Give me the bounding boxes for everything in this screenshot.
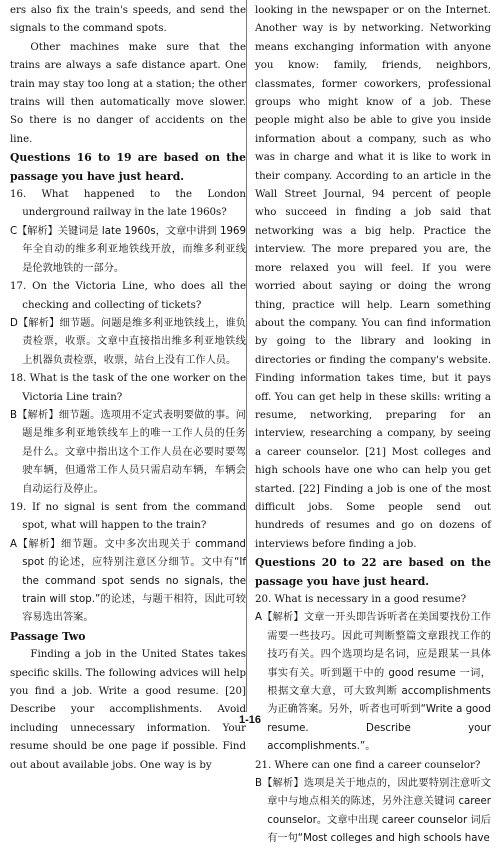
question: 21. Where can one find a career counselor? xyxy=(255,759,481,771)
question: 18. What is the task of the one worker on the Victoria Line train? xyxy=(10,373,246,403)
answer-explanation: B【解析】细节题。选项用不定式表明要做的事。问题是维多利亚地铁线车上的唯一工作人员的任务是什么。文章中指出这个工作人员在必要时要驾驶车辆，但通常工作人员只需启动车辆，车辆会自动运行及停止。 xyxy=(10,409,246,495)
paragraph: looking in the newspaper or on the Internet. Another way is by networking. Networking means exchanging information with anyone you know: family, friends, neighbors, classmates, former coworkers, professional groups who might know of a job. These people might also be able to give you inside information about a company, such as who was in charge and what it is like to work in their company. According to an article in the Wall Street Journal, 94 percent of people who succeed in finding a job said that networking was a big help. Practice the interview. The more prepared you are, the more relaxed you will feel. If you were worried about saying or doing the wrong thing, practice will help. Learn something about the company. You can find information by going to the library and looking in directories or finding the company's website. Finding information takes time, but it pays off. You can get help in these skills: writing a resume, networking, preparing for an interview, researching a company, by seeing a career counselor. [21] Most colleges and high schools have one who can help you get started. [22] Finding a job is one of the most difficult jobs. Some people send out hundreds of resumes and go on dozens of interviews before finding a job. xyxy=(255,5,491,550)
answer-explanation: A【解析】文章一开头即告诉听者在美国要找份工作需要一些技巧。因此可判断整篇文章跟找工作的技巧有关。四个选项均是名词，应是跟某一具体事实有关。听到题干中的 good resume 一词，根据文章大意，可大致判断 accomplishments 为正确答案。另外，听者也可听到“Write a good resume. Describe your accomplishments.”。 xyxy=(255,612,491,753)
section-heading: Questions 16 to 19 are based on the passage you have just heard. xyxy=(10,151,246,183)
section-heading: Passage Two xyxy=(10,629,86,643)
question: 19. If no signal is sent from the command spot, what will happen to the train? xyxy=(10,501,246,532)
answer-explanation: D【解析】细节题。问题是维多利亚地铁线上，谁负责检票，收票。文章中直接指出维多利亚地铁线上机器负责检票，收票，站台上没有工作人员。 xyxy=(10,317,246,366)
left-column xyxy=(10,2,246,775)
answer-explanation: A【解析】细节题。文中多次出现关于 command spot 的论述，应特别注意区分细节。文中有“If the command spot sends no signals, the train will stop.”的论述，与题干相符，因此可较容易选出答案。 xyxy=(10,538,246,624)
page-number: 1-16 xyxy=(238,714,262,726)
answer-explanation: C【解析】关键词是 late 1960s，文章中讲到 1969 年全自动的维多利亚地铁线开放，而维多利亚线是伦敦地铁的一部分。 xyxy=(10,225,246,274)
question: 20. What is necessary in a good resume? xyxy=(255,594,467,605)
passage-paragraph: Other machines make sure that the trains are always a safe distance apart. One train may stay too long at a station; the other trains will then automatically move slower. So there is no danger of accidents on the line. xyxy=(10,41,246,145)
passage-paragraph: Finding a job in the United States takes specific skills. The following advices will help you find a job. Write a good resume. [20] Describe your accomplishments. Avoid including unnecessary information. Your resume should be one page if possible. Find out about available jobs. One way is by xyxy=(10,649,246,771)
answer-explanation: B【解析】选项是关于地点的，因此要特别注意听文章中与地点相关的陈述，另外注意关键词 career counselor。文章中出现 career counselor 词后有一句“Most colleges and high schools have xyxy=(255,778,491,845)
question: 17. On the Victoria Line, who does all the checking and collecting of tickets? xyxy=(10,281,246,311)
paragraph: ers also fix the train's speeds, and send the signals to the command spots. xyxy=(10,5,246,35)
section-heading: Questions 20 to 22 are based on the passage you have just heard. xyxy=(255,556,491,588)
question: 16. What happened to the London underground railway in the late 1960s? xyxy=(10,189,246,219)
column-divider xyxy=(246,0,247,712)
